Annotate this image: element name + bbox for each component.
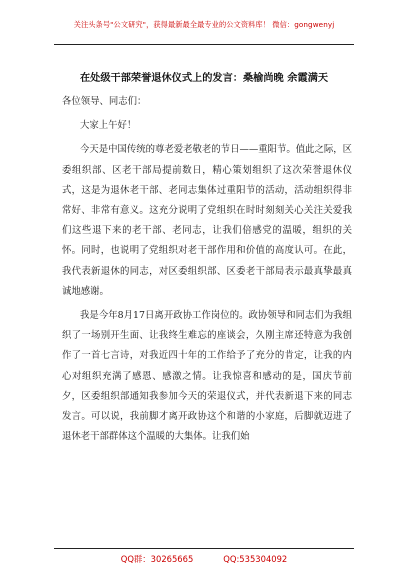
footer-divider — [54, 548, 354, 549]
header-notice: 关注头条号"公文研究"，获得最新最全最专业的公文资料库！ 微信：gongwenyj — [73, 20, 335, 29]
paragraph-2: 我是今年8月17日离开政协工作岗位的。政协领导和同志们为我组织了一场别开生面、让我终生难忘的座谈会，久刚主席还特意为我创作了一首七言诗，对我近四十年的工作给予了充分的肯定，让我的内心对组织充满了感恩、感激之情。让我惊喜和感动的是，国庆节前夕，区委组织部通知我参加今天的荣退仪式，并代表新退下来的同志发言。可以说，我前脚才离开政协这个和谐的小家庭，后脚就迈进了退休老干部群体这个温暖的大集体。让我们始 — [62, 310, 352, 443]
document-title: 在处级干部荣誉退休仪式上的发言：桑榆尚晚 余霞满天 — [79, 73, 329, 84]
salutation: 各位领导、同志们： — [62, 96, 147, 107]
qq-number: QQ:535304092 — [223, 554, 288, 564]
greeting: 大家上午好！ — [80, 120, 137, 132]
header-divider — [54, 44, 354, 45]
document-body — [62, 92, 352, 447]
qq-group-number: QQ群：30265665 — [120, 554, 194, 564]
footer-contact — [0, 553, 408, 565]
paragraph-1: 今天是中国传统的尊老爱老敬老的节日——重阳节。值此之际，区委组织部、区老干部局提前数日，精心策划组织了这次荣誉退休仪式，这是为退休老干部、老同志集体过重阳节的活动，活动组织得非常好、非常有意义。这充分说明了党组织在时时刻刻关心关注关爱我们这些退下来的老干部、老同志，让我们倍感党的温暖，组织的关怀。同时，也说明了党组织对老干部作用和价值的高度认可。在此，我代表新退休的同志，对区委组织部、区委老干部局表示最真挚最真诚地感谢。 — [62, 144, 352, 297]
